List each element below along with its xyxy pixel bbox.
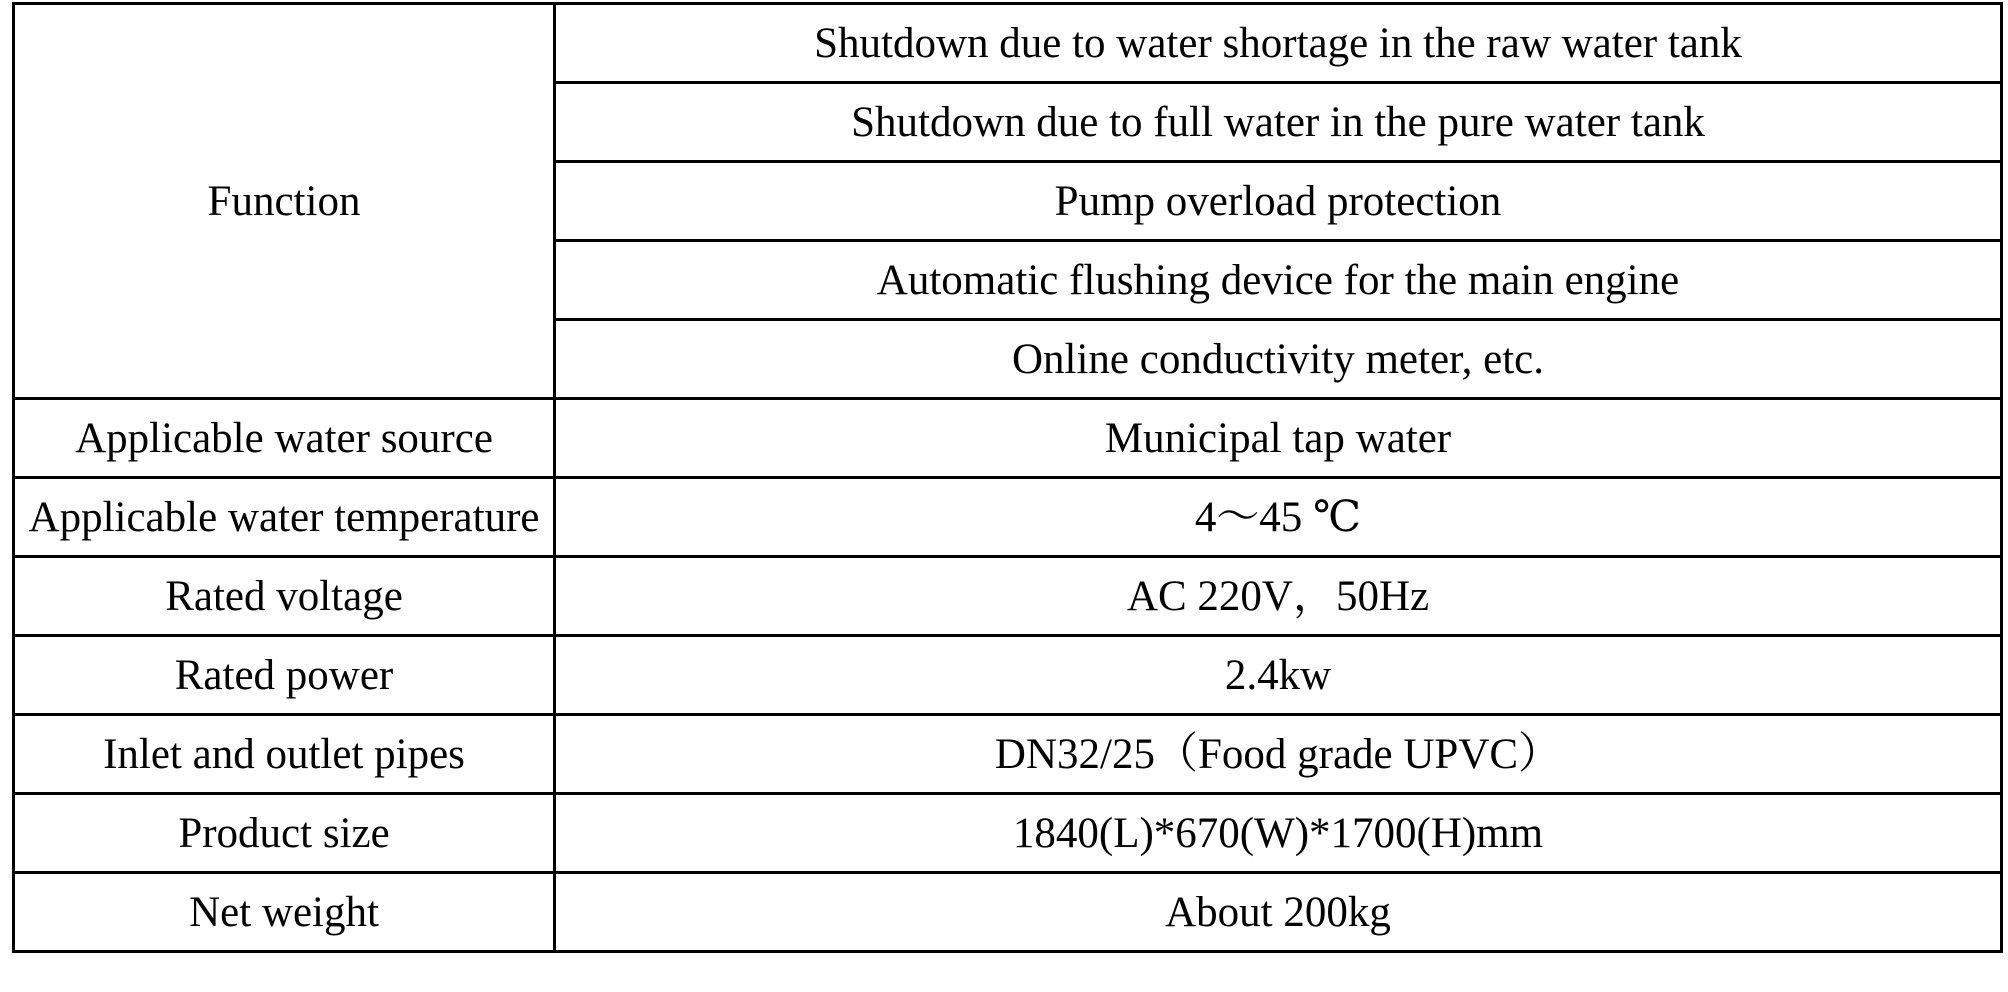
row-value-pipes: DN32/25（Food grade UPVC）: [555, 715, 2002, 794]
row-label-rated-voltage: Rated voltage: [14, 557, 555, 636]
table-row: [14, 715, 2002, 794]
row-label-product-size: Product size: [14, 794, 555, 873]
table-row: [14, 636, 2002, 715]
function-item: Automatic flushing device for the main engine: [555, 241, 2002, 320]
function-item: Pump overload protection: [555, 162, 2002, 241]
function-item: Shutdown due to water shortage in the raw water tank: [555, 4, 2002, 83]
table-row: [14, 478, 2002, 557]
table-row: [14, 794, 2002, 873]
table-row: [14, 873, 2002, 952]
row-label-water-source: Applicable water source: [14, 399, 555, 478]
specification-table: [12, 2, 2003, 953]
row-value-water-source: Municipal tap water: [555, 399, 2002, 478]
row-value-rated-power: 2.4kw: [555, 636, 2002, 715]
row-value-water-temperature: 4～45 ℃: [555, 478, 2002, 557]
row-label-pipes: Inlet and outlet pipes: [14, 715, 555, 794]
row-value-net-weight: About 200kg: [555, 873, 2002, 952]
row-label-rated-power: Rated power: [14, 636, 555, 715]
table-row: [14, 4, 2002, 83]
row-value-product-size: 1840(L)*670(W)*1700(H)mm: [555, 794, 2002, 873]
row-label-water-temperature: Applicable water temperature: [14, 478, 555, 557]
table-row: [14, 557, 2002, 636]
row-label-net-weight: Net weight: [14, 873, 555, 952]
function-item: Shutdown due to full water in the pure water tank: [555, 83, 2002, 162]
function-item: Online conductivity meter, etc.: [555, 320, 2002, 399]
function-label: Function: [14, 4, 555, 399]
table-row: [14, 399, 2002, 478]
row-value-rated-voltage: AC 220V，50Hz: [555, 557, 2002, 636]
